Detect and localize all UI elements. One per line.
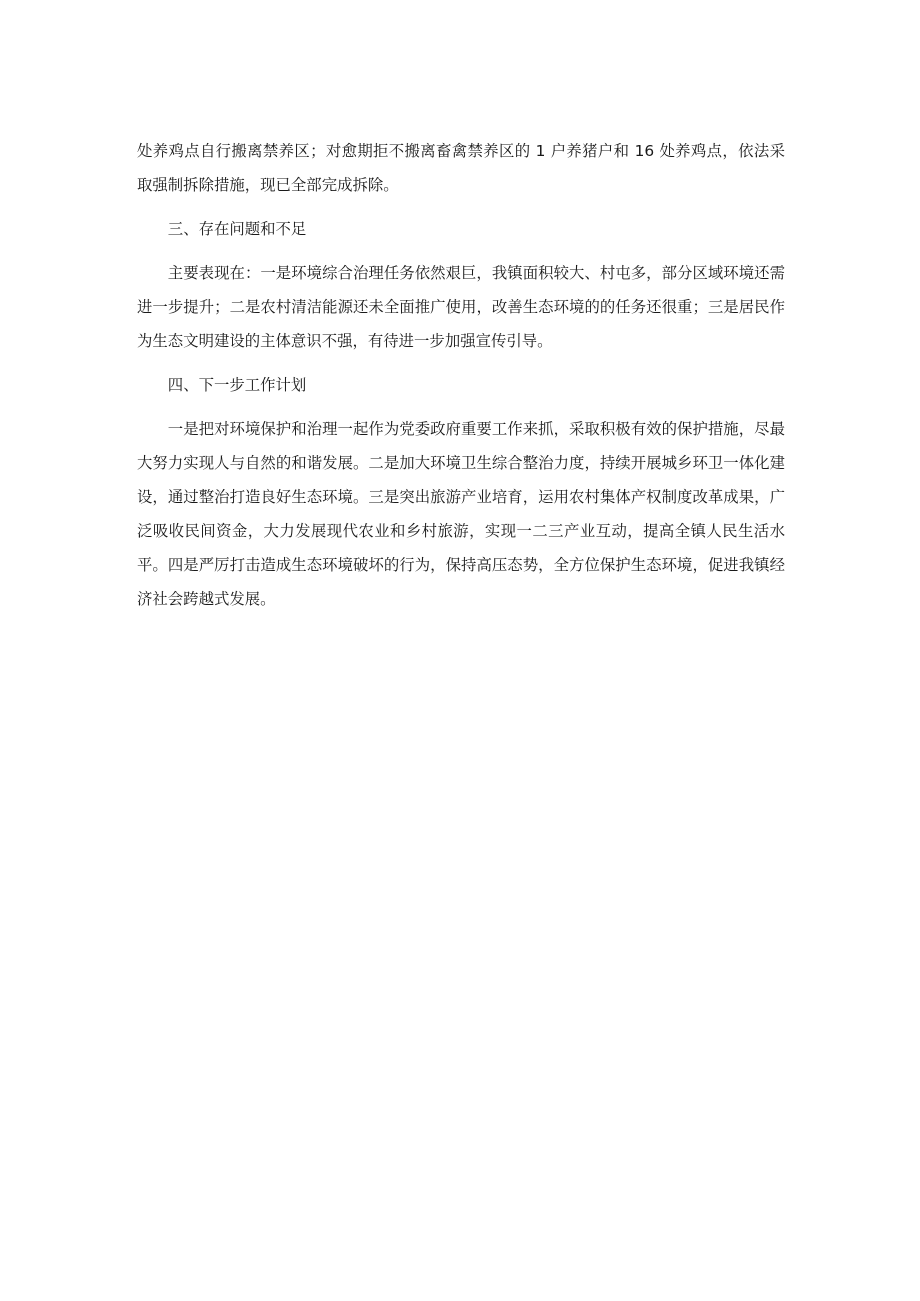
paragraph-continuation: 处养鸡点自行搬离禁养区；对愈期拒不搬离畜禽禁养区的 1 户养猪户和 16 处养鸡点，依法采取强制拆除措施，现已全部完成拆除。: [137, 142, 785, 194]
paragraph-next-steps: 一是把对环境保护和治理一起作为党委政府重要工作来抓，采取积极有效的保护措施，尽最大努力实现人与自然的和谐发展。二是加大环境卫生综合整治力度，持续开展城乡环卫一体化建设，通过整治打造良好生态环境。三是突出旅游产业培育，运用农村集体产权制度改革成果，广泛吸收民间资金，大力发展现代农业和乡村旅游，实现一二三产业互动，提高全镇人民生活水平。四是严厉打击造成生态环境破坏的行为，保持高压态势，全方位保护生态环境，促进我镇经济社会跨越式发展。: [137, 420, 785, 608]
paragraph-problems: 主要表现在：一是环境综合治理任务依然艰巨，我镇面积较大、村屯多，部分区域环境还需进一步提升；二是农村清洁能源还未全面推广使用，改善生态环境的的任务还很重；三是居民作为生态文明建设的主体意识不强，有待进一步加强宣传引导。: [137, 264, 785, 350]
section-heading-problems: 三、存在问题和不足: [167, 220, 307, 238]
document-body: [137, 134, 785, 616]
section-heading-next-steps: 四、下一步工作计划: [167, 376, 307, 394]
